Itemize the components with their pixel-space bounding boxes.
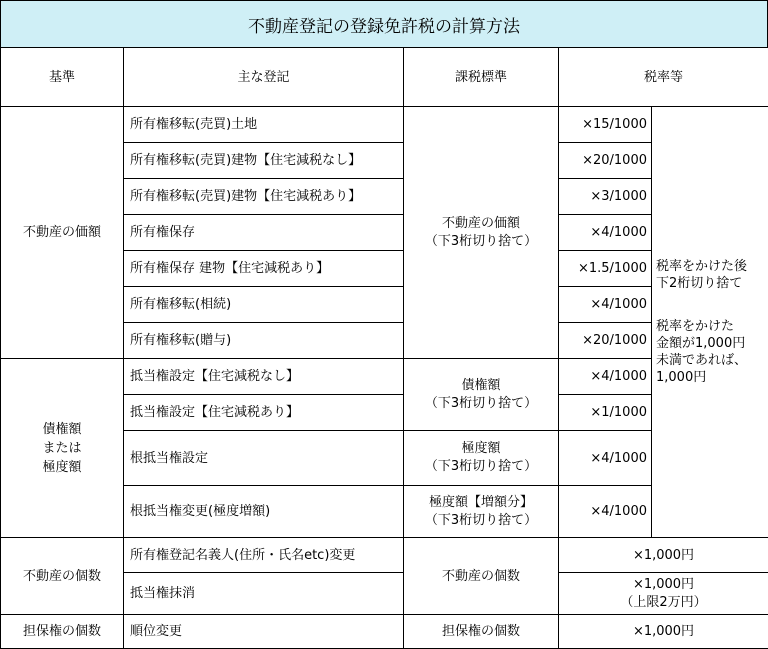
rate-notes [652,107,768,538]
tax-base-claim-amount [404,359,559,431]
note-line: 金額が1,000円 [656,336,746,351]
rate-line: （上限2万円） [620,594,707,610]
tax-base-line: （下3桁切り捨て） [424,233,538,249]
registration-cell: 所有権移転(売買)土地 [124,107,404,143]
registration-cell: 抵当権設定【住宅減税なし】 [124,359,404,395]
rate-cell: ×4/1000 [559,359,652,395]
rate-line: ×1,000円 [632,576,695,592]
tax-base-property-count: 不動産の個数 [404,538,559,615]
rate-cell: ×15/1000 [559,107,652,143]
tax-base-security-count: 担保権の個数 [404,615,559,649]
note-line: 税率をかけた [656,319,735,334]
rate-cell: ×3/1000 [559,179,652,215]
registration-cell: 所有権移転(贈与) [124,323,404,359]
base-property-value: 不動産の価額 [1,107,124,359]
registration-tax-table [0,47,768,649]
base-property-count: 不動産の個数 [1,538,124,615]
tax-base-line: 極度額【増額分】 [428,494,533,510]
table-row [1,615,768,649]
registration-cell: 所有権移転(売買)建物【住宅減税なし】 [124,143,404,179]
tax-base-line: 債権額 [461,377,501,393]
table-row [1,538,768,573]
registration-cell: 所有権保存 [124,215,404,251]
tax-base-line: （下3桁切り捨て） [424,512,538,528]
tax-base-property-value [404,107,559,359]
registration-cell: 所有権移転(売買)建物【住宅減税あり】 [124,179,404,215]
rate-cell: ×20/1000 [559,323,652,359]
registration-cell: 所有権登記名義人(住所・氏名etc)変更 [124,538,404,573]
tax-base-max-amount [404,431,559,486]
rate-cell: ×1/1000 [559,395,652,431]
note-line: 1,000円 [656,370,707,385]
registration-cell: 根抵当権変更(極度増額) [124,486,404,538]
rate-cell: ×4/1000 [559,215,652,251]
base-label-line: 極度額 [42,459,82,475]
rate-cell: ×1,000円 [559,615,768,649]
tax-base-line: （下3桁切り捨て） [424,395,538,411]
table-row [1,107,768,143]
rate-cell: ×4/1000 [559,431,652,486]
tax-base-line: （下3桁切り捨て） [424,459,538,474]
registration-cell: 所有権移転(相続) [124,287,404,323]
rate-cell: ×20/1000 [559,143,652,179]
note-line: 下2桁切り捨て [656,276,743,291]
base-label-line: または [42,440,82,456]
rate-cell: ×4/1000 [559,287,652,323]
note-line: 税率をかけた後 [656,259,748,274]
tax-base-line: 極度額 [461,441,501,456]
registration-cell: 抵当権設定【住宅減税あり】 [124,395,404,431]
rate-cell: ×1.5/1000 [559,251,652,287]
base-security-count: 担保権の個数 [1,615,124,649]
rate-cell: ×4/1000 [559,486,652,538]
page-title: 不動産登記の登録免許税の計算方法 [0,0,768,48]
header-registration: 主な登記 [124,48,404,107]
registration-cell: 根抵当権設定 [124,431,404,486]
header-base: 基準 [1,48,124,107]
tax-base-max-increase [404,486,559,538]
base-label-line: 債権額 [42,421,82,437]
rate-cell: ×1,000円 [559,538,768,573]
registration-cell: 順位変更 [124,615,404,649]
rate-cell [559,573,768,615]
header-rate: 税率等 [559,48,768,107]
header-tax-base: 課税標準 [404,48,559,107]
base-claim-amount [1,359,124,538]
header-row [1,48,768,107]
registration-cell: 抵当権抹消 [124,573,404,615]
note-line: 未満であれば、 [656,353,748,368]
tax-base-line: 不動産の価額 [441,215,520,231]
registration-cell: 所有権保存 建物【住宅減税あり】 [124,251,404,287]
